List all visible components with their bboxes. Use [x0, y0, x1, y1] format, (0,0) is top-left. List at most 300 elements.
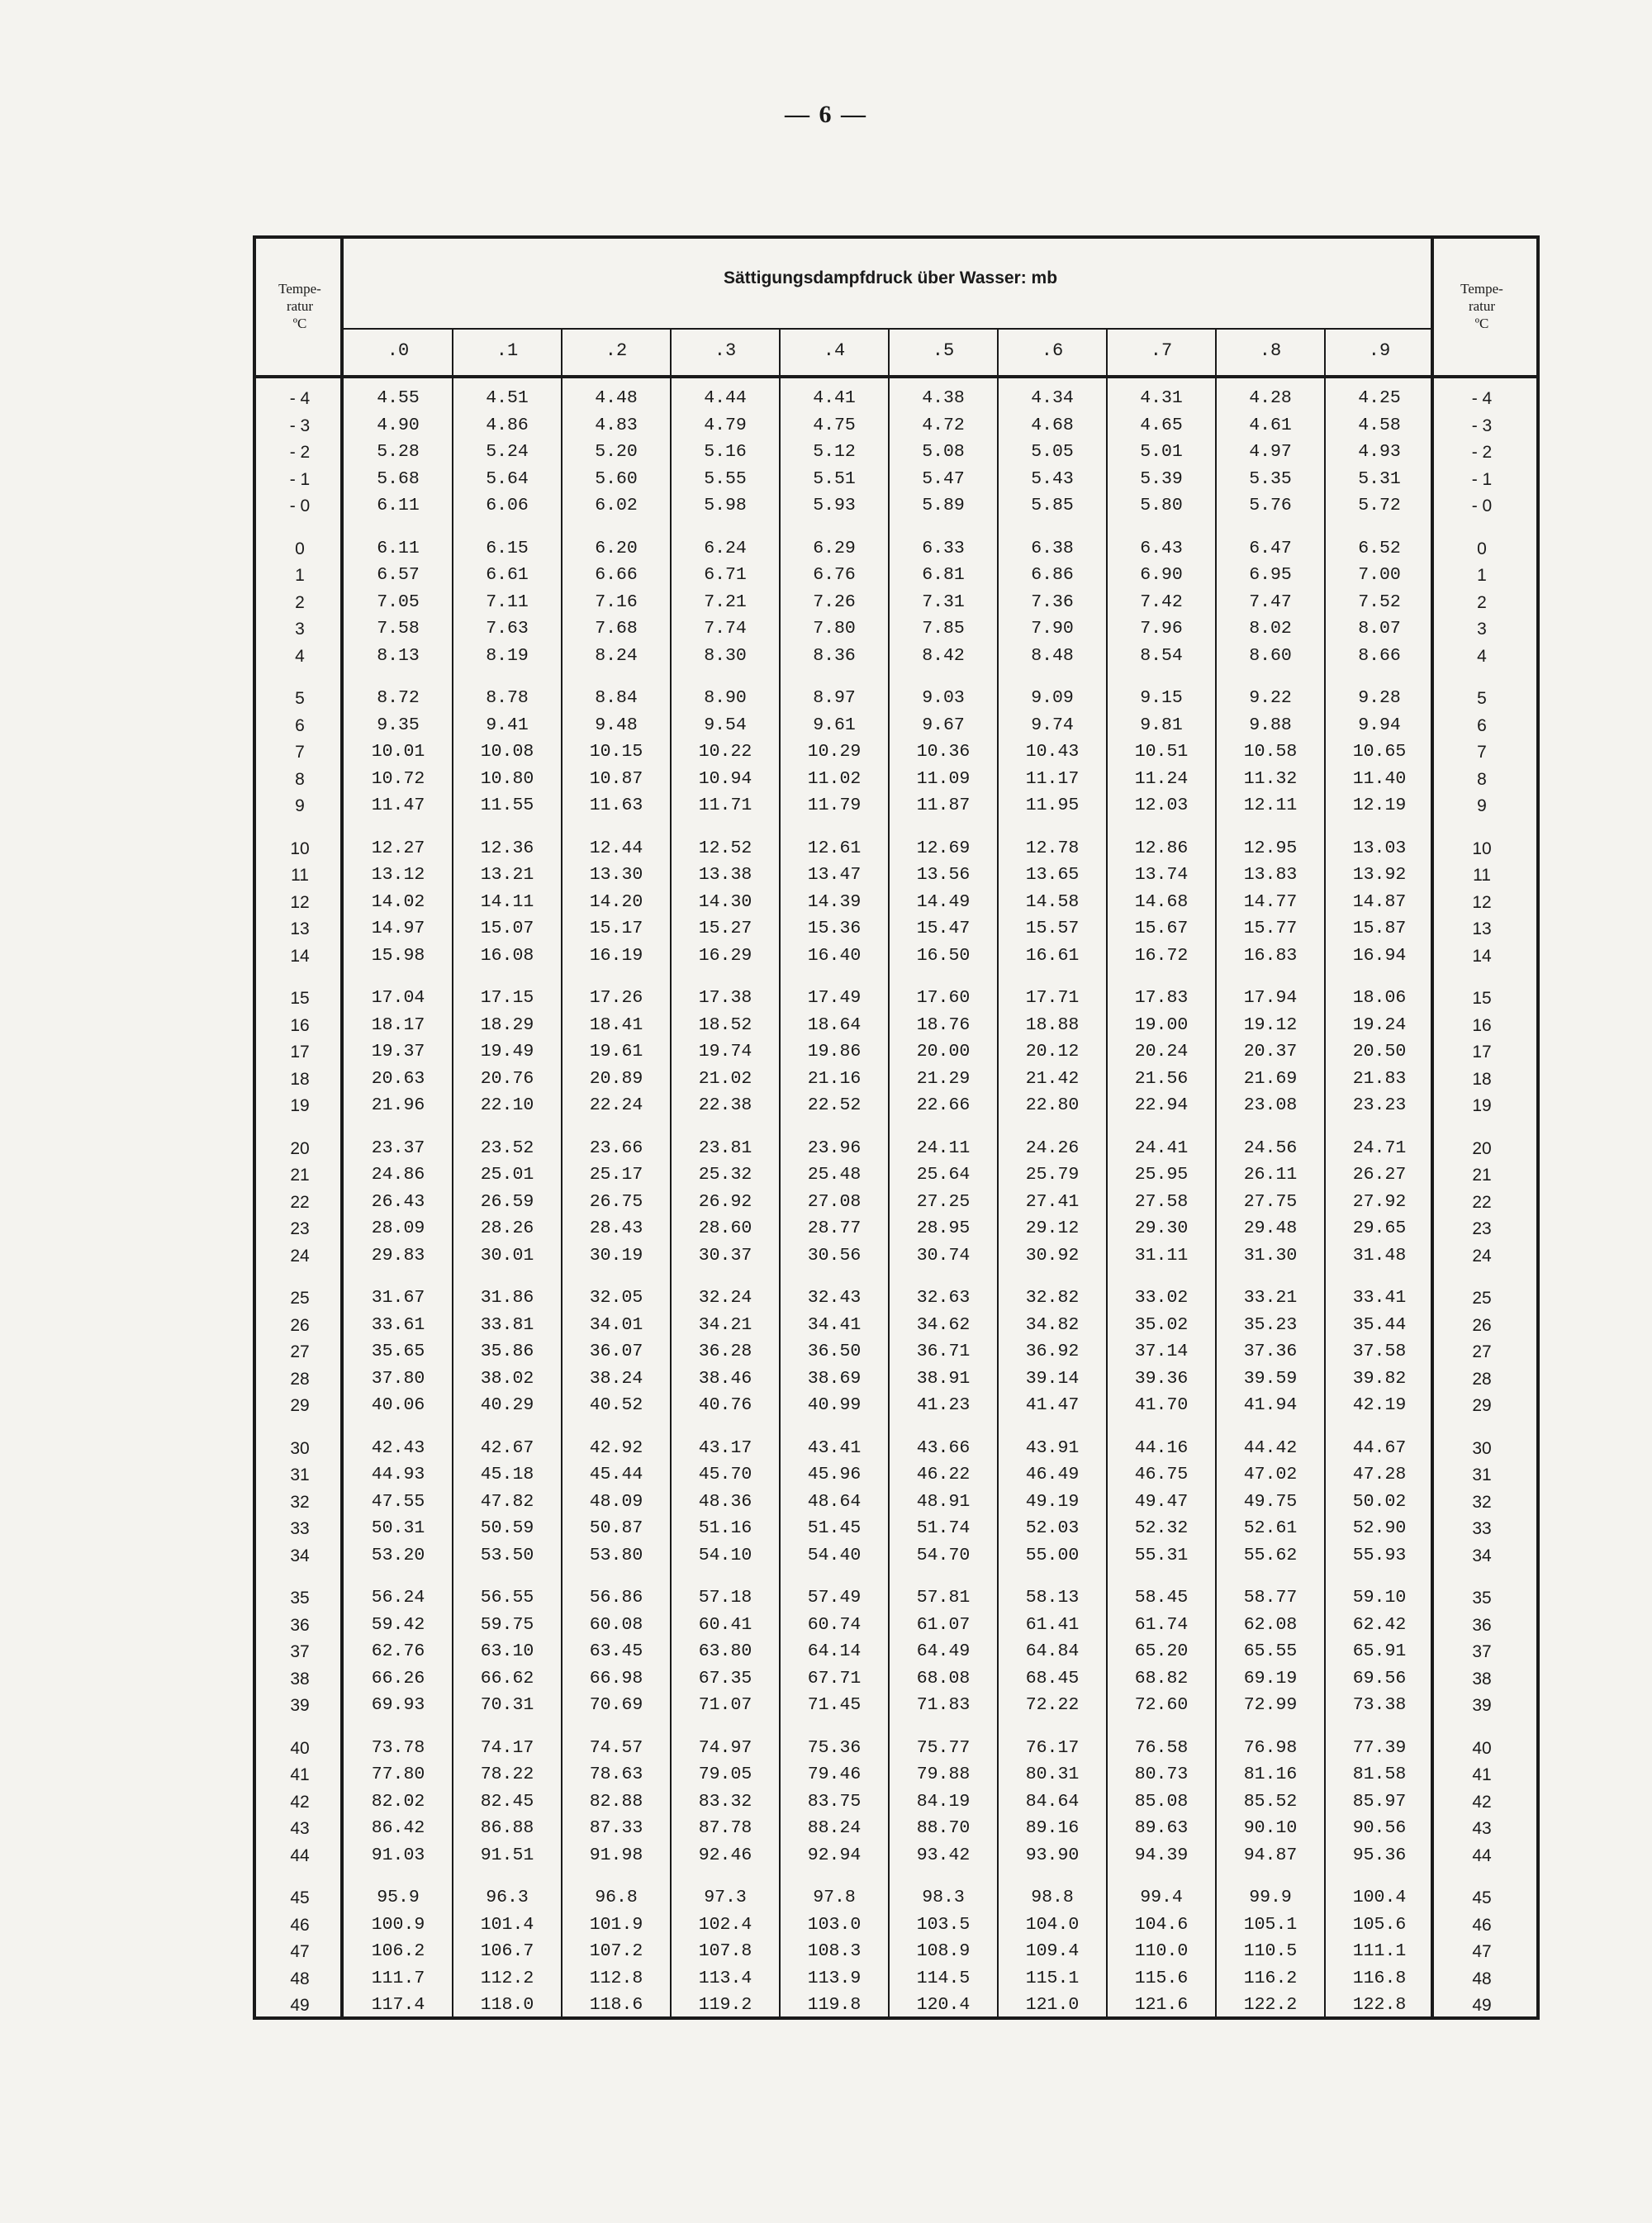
pressure-value: 41.23: [916, 1395, 971, 1416]
table-row: [256, 890, 1536, 915]
pressure-value: 38.24: [589, 1368, 643, 1389]
pressure-value: 6.06: [486, 496, 529, 516]
pressure-value: 62.76: [371, 1641, 425, 1662]
temperature-label-right: 3: [1477, 620, 1487, 639]
pressure-value: 10.51: [1134, 742, 1189, 762]
temperature-label-right: - 1: [1471, 469, 1493, 489]
pressure-value: 81.58: [1352, 1765, 1407, 1785]
pressure-value: 12.86: [1134, 838, 1189, 858]
pressure-value: 26.92: [698, 1191, 752, 1212]
temperature-label-left: 43: [290, 1819, 310, 1839]
pressure-value: 59.10: [1352, 1588, 1407, 1608]
table-row: [256, 563, 1536, 588]
pressure-value: 4.79: [704, 415, 747, 435]
pressure-value: 14.11: [480, 891, 534, 912]
pressure-value: 4.28: [1249, 388, 1292, 408]
pressure-value: 51.45: [807, 1518, 862, 1539]
pressure-value: 5.93: [813, 496, 856, 516]
pressure-value: 8.84: [595, 688, 638, 708]
temperature-label-left: 31: [290, 1465, 310, 1485]
pressure-value: 66.98: [589, 1668, 643, 1689]
temperature-label-right: 47: [1472, 1942, 1492, 1962]
temperature-label-left: 24: [290, 1246, 310, 1266]
column-header: .3: [714, 340, 737, 361]
pressure-value: 17.49: [807, 988, 862, 1008]
pressure-value: 49.47: [1134, 1491, 1189, 1512]
pressure-value: 75.77: [916, 1737, 971, 1758]
pressure-value: 55.00: [1025, 1545, 1080, 1565]
pressure-value: 21.16: [807, 1068, 862, 1089]
temperature-label-left: 38: [290, 1669, 310, 1689]
pressure-value: 4.86: [486, 415, 529, 435]
pressure-value: 24.56: [1243, 1138, 1298, 1158]
pressure-value: 7.05: [377, 591, 420, 612]
pressure-value: 9.67: [922, 715, 965, 735]
pressure-value: 70.31: [480, 1695, 534, 1716]
pressure-value: 122.8: [1352, 1995, 1407, 2016]
pressure-value: 21.29: [916, 1068, 971, 1089]
pressure-value: 19.24: [1352, 1014, 1407, 1035]
pressure-value: 23.81: [698, 1138, 752, 1158]
table-row: [256, 493, 1536, 519]
pressure-value: 23.08: [1243, 1095, 1298, 1116]
pressure-value: 102.4: [698, 1914, 752, 1935]
pressure-value: 7.11: [486, 591, 529, 612]
table-row: [256, 1736, 1536, 1761]
pressure-value: 5.51: [813, 468, 856, 489]
pressure-value: 112.2: [480, 1968, 534, 1988]
pressure-value: 55.93: [1352, 1545, 1407, 1565]
pressure-value: 64.84: [1025, 1641, 1080, 1662]
pressure-value: 65.20: [1134, 1641, 1189, 1662]
pressure-value: 37.80: [371, 1368, 425, 1389]
pressure-value: 118.6: [589, 1995, 643, 2016]
pressure-value: 36.71: [916, 1342, 971, 1362]
pressure-value: 11.09: [916, 768, 971, 789]
pressure-value: 14.97: [371, 919, 425, 939]
table-row: [256, 1993, 1536, 2018]
pressure-value: 32.05: [589, 1288, 643, 1308]
pressure-value: 22.52: [807, 1095, 862, 1116]
table-row: [256, 686, 1536, 711]
pressure-value: 6.15: [486, 538, 529, 558]
pressure-value: 5.76: [1249, 496, 1292, 516]
pressure-value: 26.11: [1243, 1165, 1298, 1185]
pressure-value: 11.63: [589, 796, 643, 816]
temperature-label-left: - 4: [289, 389, 311, 408]
pressure-value: 33.41: [1352, 1288, 1407, 1308]
pressure-value: 19.61: [589, 1042, 643, 1062]
pressure-value: 4.90: [377, 415, 420, 435]
pressure-value: 6.29: [813, 538, 856, 558]
pressure-value: 48.09: [589, 1491, 643, 1512]
pressure-value: 122.2: [1243, 1995, 1298, 2016]
pressure-value: 90.10: [1243, 1818, 1298, 1839]
pressure-value: 6.71: [704, 565, 747, 586]
table-row: [256, 1039, 1536, 1065]
pressure-value: 7.21: [704, 591, 747, 612]
pressure-value: 11.17: [1025, 768, 1080, 789]
temperature-label-right: 40: [1472, 1738, 1492, 1758]
pressure-value: 9.41: [486, 715, 529, 735]
pressure-value: 119.2: [698, 1995, 752, 2016]
pressure-value: 34.21: [698, 1314, 752, 1335]
pressure-value: 9.35: [377, 715, 420, 735]
table-row: [256, 1313, 1536, 1338]
pressure-value: 64.14: [807, 1641, 862, 1662]
pressure-value: 9.48: [595, 715, 638, 735]
pressure-value: 89.63: [1134, 1818, 1189, 1839]
table-row: [256, 713, 1536, 739]
pressure-value: 13.65: [1025, 865, 1080, 886]
temperature-label-right: 30: [1472, 1438, 1492, 1458]
table-row: [256, 1885, 1536, 1911]
pressure-value: 8.30: [704, 645, 747, 666]
temperature-label-left: 25: [290, 1289, 310, 1308]
pressure-value: 8.78: [486, 688, 529, 708]
pressure-value: 71.07: [698, 1695, 752, 1716]
pressure-value: 19.12: [1243, 1014, 1298, 1035]
pressure-value: 5.72: [1358, 496, 1401, 516]
temperature-label-left: 33: [290, 1519, 310, 1539]
pressure-value: 57.49: [807, 1588, 862, 1608]
temperature-label-left: 0: [295, 539, 305, 558]
temperature-label-right: 26: [1472, 1315, 1492, 1335]
pressure-value: 17.83: [1134, 988, 1189, 1008]
temperature-label-right: 4: [1477, 646, 1487, 666]
pressure-value: 41.70: [1134, 1395, 1189, 1416]
pressure-value: 38.69: [807, 1368, 862, 1389]
table-row: [256, 1939, 1536, 1964]
pressure-value: 88.24: [807, 1818, 862, 1839]
pressure-value: 31.48: [1352, 1245, 1407, 1266]
pressure-value: 60.41: [698, 1614, 752, 1635]
pressure-value: 91.03: [371, 1845, 425, 1865]
pressure-value: 5.80: [1140, 496, 1183, 516]
pressure-value: 17.38: [698, 988, 752, 1008]
pressure-value: 54.40: [807, 1545, 862, 1565]
table-row: [256, 1543, 1536, 1569]
pressure-value: 27.41: [1025, 1191, 1080, 1212]
temperature-label-right: 45: [1472, 1888, 1492, 1907]
pressure-value: 5.98: [704, 496, 747, 516]
column-header: .7: [1150, 340, 1173, 361]
temperature-label-left: 26: [290, 1315, 310, 1335]
temperature-label-left: 3: [295, 620, 305, 639]
pressure-value: 35.02: [1134, 1314, 1189, 1335]
pressure-value: 85.08: [1134, 1791, 1189, 1812]
pressure-value: 4.97: [1249, 442, 1292, 463]
pressure-value: 26.43: [371, 1191, 425, 1212]
pressure-value: 73.38: [1352, 1695, 1407, 1716]
pressure-value: 36.92: [1025, 1342, 1080, 1362]
pressure-value: 10.29: [807, 742, 862, 762]
pressure-value: 58.13: [1025, 1588, 1080, 1608]
pressure-value: 50.02: [1352, 1491, 1407, 1512]
pressure-value: 13.47: [807, 865, 862, 886]
pressure-value: 51.16: [698, 1518, 752, 1539]
table-row: [256, 1462, 1536, 1488]
pressure-value: 30.74: [916, 1245, 971, 1266]
pressure-value: 10.08: [480, 742, 534, 762]
pressure-value: 27.58: [1134, 1191, 1189, 1212]
temperature-label-right: 1: [1477, 566, 1487, 586]
pressure-value: 34.01: [589, 1314, 643, 1335]
temperature-label-left: 16: [290, 1015, 310, 1035]
pressure-value: 70.69: [589, 1695, 643, 1716]
pressure-value: 5.16: [704, 442, 747, 463]
table-row: [256, 439, 1536, 465]
pressure-value: 11.71: [698, 796, 752, 816]
pressure-value: 116.8: [1352, 1968, 1407, 1988]
pressure-value: 30.37: [698, 1245, 752, 1266]
pressure-value: 7.16: [595, 591, 638, 612]
pressure-value: 112.8: [589, 1968, 643, 1988]
pressure-value: 11.24: [1134, 768, 1189, 789]
temperature-label-right: 41: [1472, 1765, 1492, 1785]
pressure-value: 6.38: [1031, 538, 1074, 558]
pressure-value: 25.32: [698, 1165, 752, 1185]
pressure-value: 28.77: [807, 1218, 862, 1239]
pressure-value: 19.74: [698, 1042, 752, 1062]
pressure-value: 15.36: [807, 919, 862, 939]
temperature-label-right: 21: [1472, 1166, 1492, 1185]
temp-header-right: [1441, 280, 1523, 332]
table-row: [256, 916, 1536, 942]
pressure-value: 106.2: [371, 1941, 425, 1962]
pressure-value: 4.58: [1358, 415, 1401, 435]
pressure-value: 5.12: [813, 442, 856, 463]
pressure-value: 91.51: [480, 1845, 534, 1865]
pressure-value: 97.3: [704, 1888, 747, 1907]
table-row: [256, 1436, 1536, 1461]
pressure-value: 28.09: [371, 1218, 425, 1239]
pressure-value: 15.77: [1243, 919, 1298, 939]
pressure-value: 19.86: [807, 1042, 862, 1062]
pressure-value: 50.87: [589, 1518, 643, 1539]
pressure-value: 15.17: [589, 919, 643, 939]
pressure-value: 20.00: [916, 1042, 971, 1062]
pressure-value: 10.58: [1243, 742, 1298, 762]
pressure-value: 15.47: [916, 919, 971, 939]
temperature-label-left: 4: [295, 646, 305, 666]
pressure-value: 36.07: [589, 1342, 643, 1362]
temperature-label-right: 2: [1477, 592, 1487, 612]
pressure-value: 35.23: [1243, 1314, 1298, 1335]
pressure-value: 4.72: [922, 415, 965, 435]
pressure-value: 92.94: [807, 1845, 862, 1865]
pressure-value: 95.9: [377, 1888, 420, 1907]
pressure-value: 13.92: [1352, 865, 1407, 886]
pressure-value: 46.49: [1025, 1465, 1080, 1485]
pressure-value: 14.39: [807, 891, 862, 912]
pressure-value: 16.50: [916, 945, 971, 966]
pressure-value: 15.87: [1352, 919, 1407, 939]
temperature-label-right: 16: [1472, 1015, 1492, 1035]
pressure-value: 5.43: [1031, 468, 1074, 489]
pressure-value: 42.67: [480, 1437, 534, 1458]
pressure-value: 6.33: [922, 538, 965, 558]
pressure-value: 21.83: [1352, 1068, 1407, 1089]
temperature-label-right: 37: [1472, 1642, 1492, 1662]
pressure-value: 115.1: [1025, 1968, 1080, 1988]
pressure-value: 22.24: [589, 1095, 643, 1116]
pressure-value: 65.91: [1352, 1641, 1407, 1662]
temperature-label-right: 5: [1477, 689, 1487, 708]
pressure-value: 18.29: [480, 1014, 534, 1035]
pressure-value: 94.39: [1134, 1845, 1189, 1865]
pressure-value: 121.6: [1134, 1995, 1189, 2016]
pressure-value: 15.07: [480, 919, 534, 939]
column-header: .9: [1368, 340, 1391, 361]
pressure-value: 4.25: [1358, 388, 1401, 408]
pressure-value: 28.95: [916, 1218, 971, 1239]
pressure-value: 11.40: [1352, 768, 1407, 789]
pressure-value: 94.87: [1243, 1845, 1298, 1865]
pressure-value: 50.31: [371, 1518, 425, 1539]
pressure-value: 77.39: [1352, 1737, 1407, 1758]
pressure-value: 6.43: [1140, 538, 1183, 558]
pressure-value: 90.56: [1352, 1818, 1407, 1839]
table-row: [256, 793, 1536, 819]
temp-header-right-line3: ºC: [1474, 316, 1489, 331]
pressure-value: 13.83: [1243, 865, 1298, 886]
pressure-value: 23.37: [371, 1138, 425, 1158]
pressure-value: 6.81: [922, 565, 965, 586]
pressure-value: 42.92: [589, 1437, 643, 1458]
column-header: .5: [932, 340, 955, 361]
pressure-value: 8.36: [813, 645, 856, 666]
pressure-value: 10.43: [1025, 742, 1080, 762]
pressure-value: 30.92: [1025, 1245, 1080, 1266]
pressure-value: 32.43: [807, 1288, 862, 1308]
pressure-value: 10.80: [480, 768, 534, 789]
pressure-value: 17.26: [589, 988, 643, 1008]
temperature-label-left: - 2: [289, 443, 311, 463]
pressure-value: 16.94: [1352, 945, 1407, 966]
pressure-value: 27.08: [807, 1191, 862, 1212]
pressure-value: 6.61: [486, 565, 529, 586]
pressure-value: 71.83: [916, 1695, 971, 1716]
table-row: [256, 986, 1536, 1011]
pressure-value: 14.58: [1025, 891, 1080, 912]
pressure-value: 29.12: [1025, 1218, 1080, 1239]
pressure-value: 78.22: [480, 1765, 534, 1785]
pressure-value: 82.88: [589, 1791, 643, 1812]
pressure-value: 16.08: [480, 945, 534, 966]
pressure-value: 28.60: [698, 1218, 752, 1239]
pressure-value: 41.94: [1243, 1395, 1298, 1416]
pressure-value: 16.29: [698, 945, 752, 966]
pressure-value: 6.90: [1140, 565, 1183, 586]
pressure-value: 5.35: [1249, 468, 1292, 489]
header-divider: [344, 328, 1431, 330]
pressure-value: 14.49: [916, 891, 971, 912]
pressure-value: 99.4: [1140, 1888, 1183, 1907]
pressure-value: 49.19: [1025, 1491, 1080, 1512]
pressure-value: 46.75: [1134, 1465, 1189, 1485]
pressure-value: 8.72: [377, 688, 420, 708]
temperature-label-left: 32: [290, 1492, 310, 1512]
table-row: [256, 1666, 1536, 1692]
pressure-value: 47.02: [1243, 1465, 1298, 1485]
pressure-value: 47.28: [1352, 1465, 1407, 1485]
pressure-value: 31.11: [1134, 1245, 1189, 1266]
temp-header-left-line3: ºC: [292, 316, 307, 331]
pressure-value: 31.86: [480, 1288, 534, 1308]
table-title: Sättigungsdampfdruck über Wasser: mb: [723, 268, 1058, 287]
pressure-value: 52.03: [1025, 1518, 1080, 1539]
pressure-value: 35.65: [371, 1342, 425, 1362]
temperature-label-left: 21: [290, 1166, 310, 1185]
pressure-value: 28.26: [480, 1218, 534, 1239]
pressure-value: 4.83: [595, 415, 638, 435]
pressure-value: 18.52: [698, 1014, 752, 1035]
temperature-label-left: - 1: [289, 469, 311, 489]
pressure-value: 56.24: [371, 1588, 425, 1608]
pressure-value: 107.8: [698, 1941, 752, 1962]
pressure-value: 4.55: [377, 388, 420, 408]
pressure-value: 21.96: [371, 1095, 425, 1116]
temperature-label-left: 30: [290, 1438, 310, 1458]
pressure-value: 104.6: [1134, 1914, 1189, 1935]
pressure-value: 9.74: [1031, 715, 1074, 735]
temperature-label-right: 15: [1472, 989, 1492, 1008]
pressure-value: 45.44: [589, 1465, 643, 1485]
pressure-value: 14.87: [1352, 891, 1407, 912]
pressure-value: 13.38: [698, 865, 752, 886]
pressure-value: 13.30: [589, 865, 643, 886]
pressure-value: 7.26: [813, 591, 856, 612]
temperature-label-right: 24: [1472, 1246, 1492, 1266]
pressure-value: 60.74: [807, 1614, 862, 1635]
temperature-label-right: 49: [1472, 1996, 1492, 2016]
pressure-value: 7.74: [704, 619, 747, 639]
column-header: .1: [496, 340, 519, 361]
temperature-label-left: 13: [290, 919, 310, 939]
pressure-value: 4.48: [595, 388, 638, 408]
pressure-value: 27.25: [916, 1191, 971, 1212]
table-row: [256, 739, 1536, 765]
pressure-value: 22.94: [1134, 1095, 1189, 1116]
pressure-value: 15.57: [1025, 919, 1080, 939]
temperature-label-left: 10: [290, 838, 310, 858]
pressure-value: 100.4: [1352, 1888, 1407, 1907]
temperature-label-right: 17: [1472, 1043, 1492, 1062]
pressure-value: 5.05: [1031, 442, 1074, 463]
pressure-value: 9.61: [813, 715, 856, 735]
pressure-value: 6.20: [595, 538, 638, 558]
pressure-value: 29.48: [1243, 1218, 1298, 1239]
pressure-value: 108.9: [916, 1941, 971, 1962]
pressure-value: 40.52: [589, 1395, 643, 1416]
temperature-label-left: 48: [290, 1969, 310, 1988]
table-row: [256, 1093, 1536, 1119]
pressure-value: 23.52: [480, 1138, 534, 1158]
temperature-label-left: 20: [290, 1138, 310, 1158]
temperature-label-left: 19: [290, 1096, 310, 1116]
pressure-value: 36.28: [698, 1342, 752, 1362]
temperature-label-left: 9: [295, 796, 305, 816]
pressure-value: 69.19: [1243, 1668, 1298, 1689]
pressure-value: 84.64: [1025, 1791, 1080, 1812]
pressure-value: 24.26: [1025, 1138, 1080, 1158]
pressure-value: 85.97: [1352, 1791, 1407, 1812]
pressure-value: 39.82: [1352, 1368, 1407, 1389]
pressure-value: 4.93: [1358, 442, 1401, 463]
temperature-label-right: 19: [1472, 1096, 1492, 1116]
pressure-value: 8.42: [922, 645, 965, 666]
